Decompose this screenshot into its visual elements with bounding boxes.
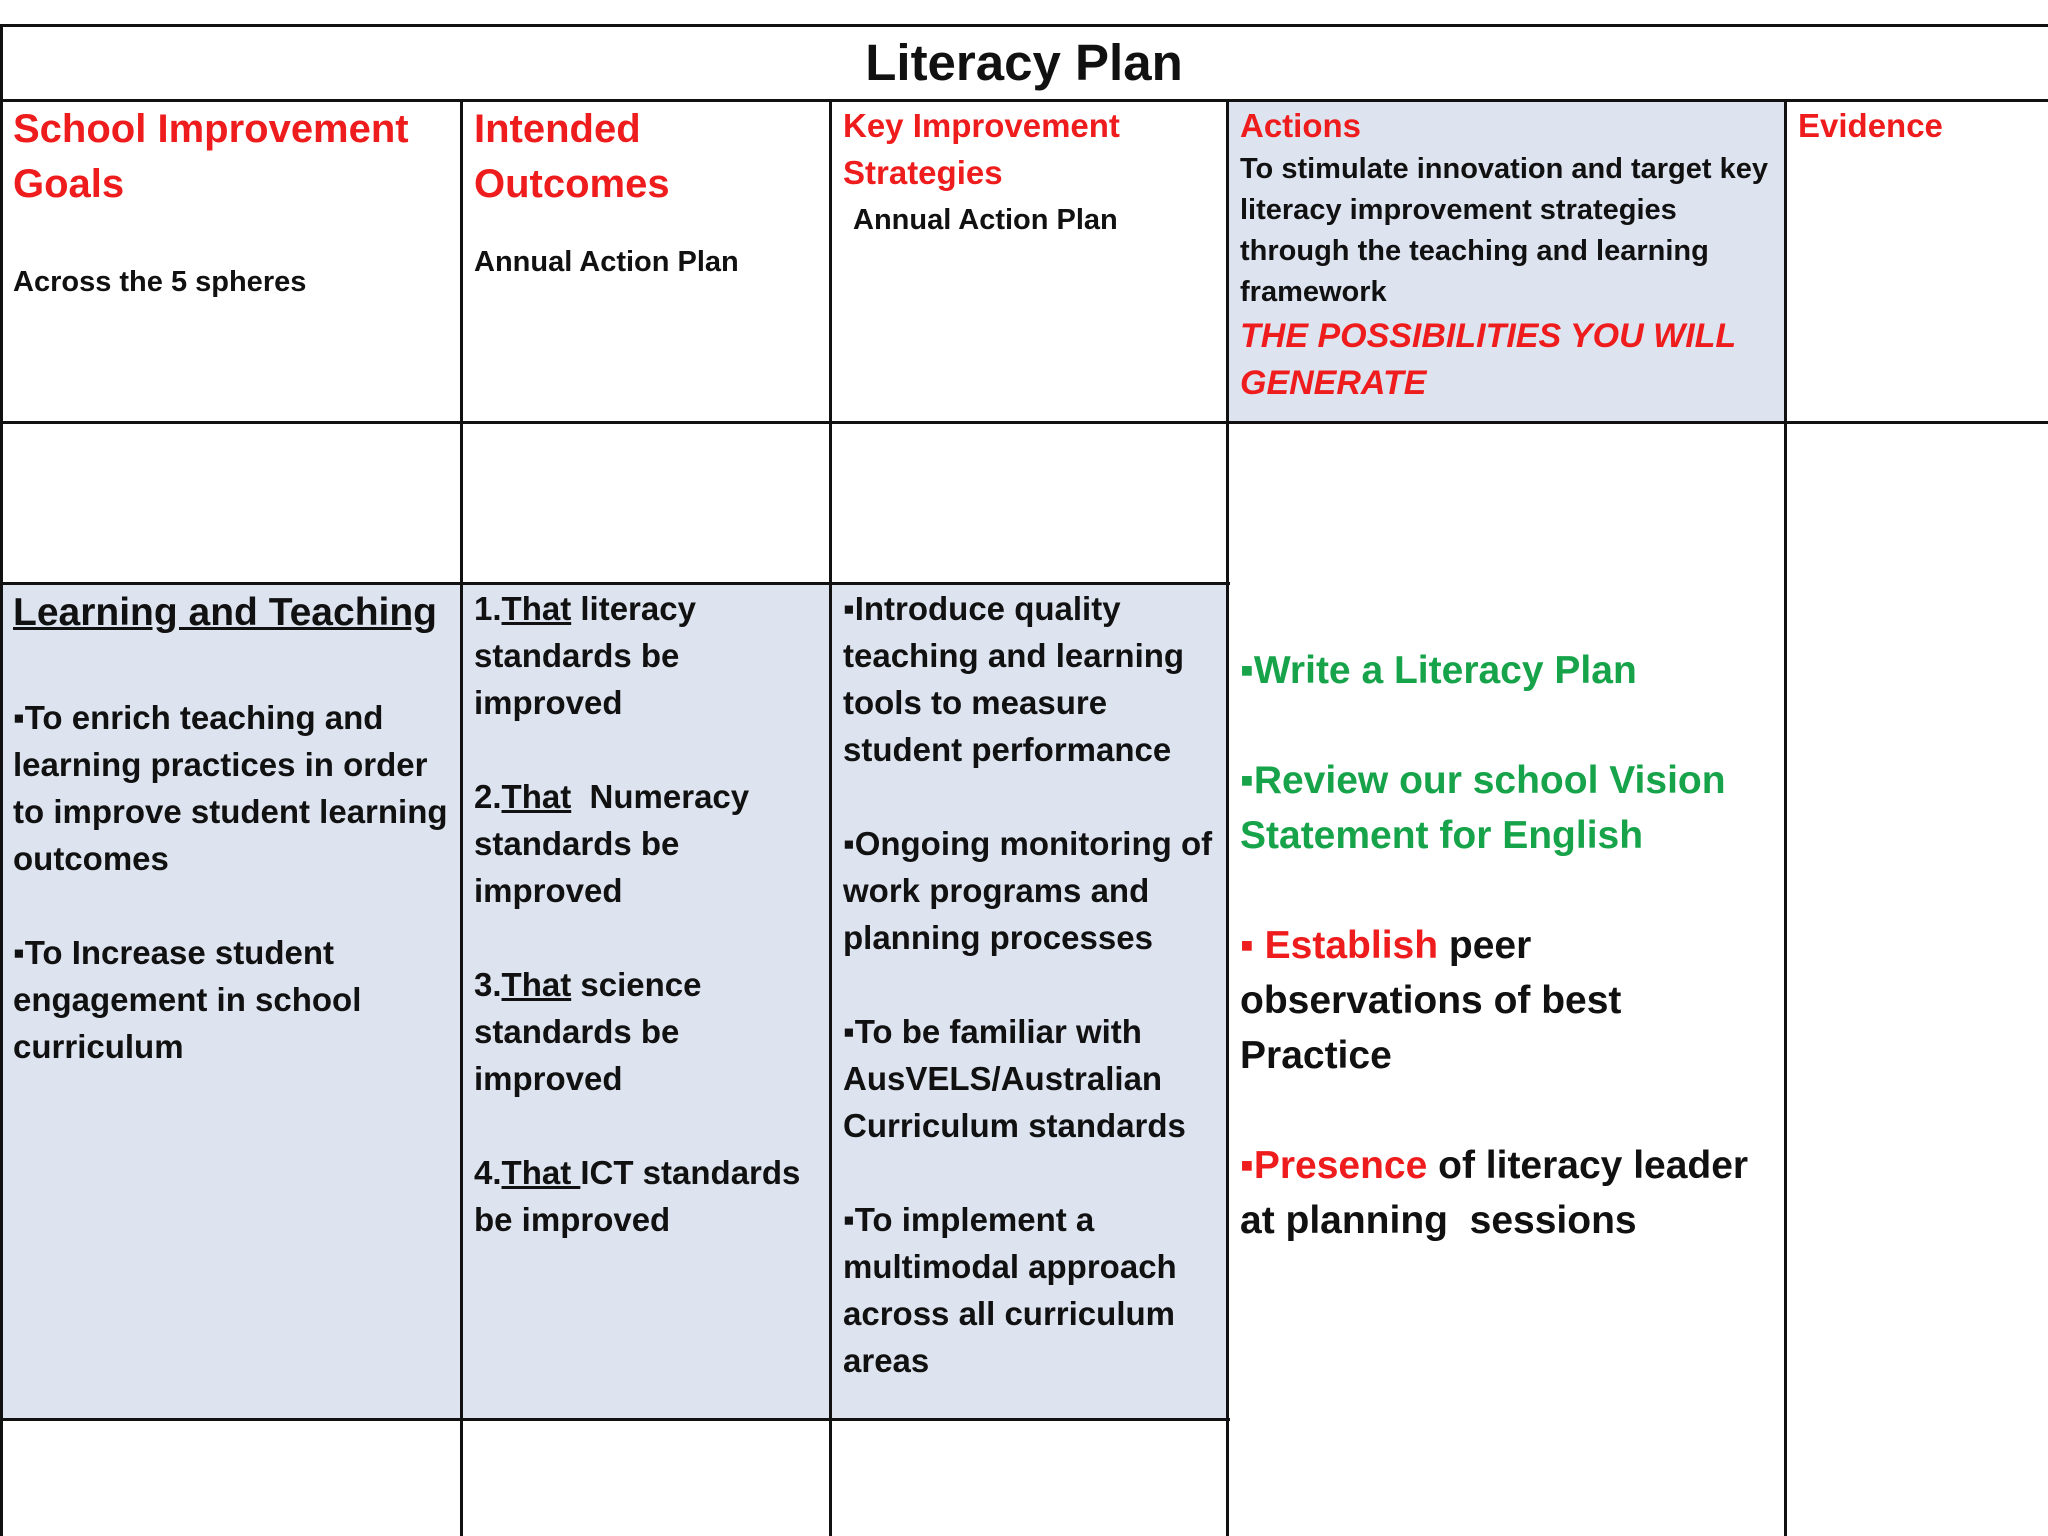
outcome-item: 3.That science standards be improved: [474, 966, 702, 1097]
grid-line: [460, 99, 463, 1536]
actions-header-emphasis: THE POSSIBILITIES YOU WILL GENERATE: [1240, 317, 1736, 402]
goals-heading: Learning and Teaching: [13, 591, 437, 634]
actions-cell: [1240, 643, 1780, 1248]
strategy-item: ▪Introduce quality teaching and learning tools to measure student performance: [843, 590, 1185, 768]
strategies-header-title: Key Improvement Strategies: [843, 107, 1120, 191]
outcome-item: 4.That ICT standards be improved: [474, 1154, 801, 1238]
action-item: ▪Presence of literacy leader at planning sessions: [1240, 1144, 1759, 1242]
actions-header-title: Actions: [1240, 107, 1362, 144]
grid-line: [0, 24, 3, 1536]
outcome-item: 2.That Numeracy standards be improved: [474, 778, 759, 909]
strategy-item: ▪To implement a multimodal approach across all curriculum areas: [843, 1201, 1177, 1379]
outcomes-header-title: Intended Outcomes: [474, 107, 670, 206]
header-evidence: [1798, 102, 2038, 149]
page-title: Literacy Plan: [865, 34, 1183, 91]
action-item: ▪ Establish peer observations of best Practice: [1240, 924, 1622, 1077]
strategy-item: ▪Ongoing monitoring of work programs and planning processes: [843, 825, 1213, 956]
action-item: ▪Review our school Vision Statement for English: [1240, 759, 1726, 857]
goals-header-sub: Across the 5 spheres: [13, 266, 307, 298]
goals-header-title: School Improvement Goals: [13, 107, 409, 206]
goal-item: ▪To enrich teaching and learning practices in order to improve student learning outcomes: [13, 699, 448, 877]
strategy-item: ▪To be familiar with AusVELS/Australian Curriculum standards: [843, 1013, 1186, 1144]
outcomes-cell: [474, 585, 824, 1243]
action-item: ▪Write a Literacy Plan: [1240, 649, 1637, 692]
strategies-header-sub: Annual Action Plan: [853, 204, 1118, 236]
grid-line: [0, 1418, 1230, 1421]
header-goals: [13, 102, 453, 302]
strategies-cell: [843, 585, 1223, 1384]
header-strategies: [843, 102, 1223, 240]
evidence-header-title: Evidence: [1798, 107, 1943, 144]
header-actions: [1240, 102, 1780, 407]
actions-header-desc: To stimulate innovation and target key literacy improvement strategies through the teaching and learning framework: [1240, 153, 1768, 308]
outcome-item: 1.That literacy standards be improved: [474, 590, 696, 721]
header-outcomes: [474, 102, 824, 282]
grid-line: [0, 421, 2048, 424]
grid-line: [829, 99, 832, 1536]
grid-line: [1226, 99, 1229, 1536]
grid-line: [1784, 99, 1787, 1536]
outcomes-header-sub: Annual Action Plan: [474, 246, 739, 278]
goals-cell: [13, 588, 455, 1070]
goal-item: ▪To Increase student engagement in school curriculum: [13, 934, 362, 1065]
